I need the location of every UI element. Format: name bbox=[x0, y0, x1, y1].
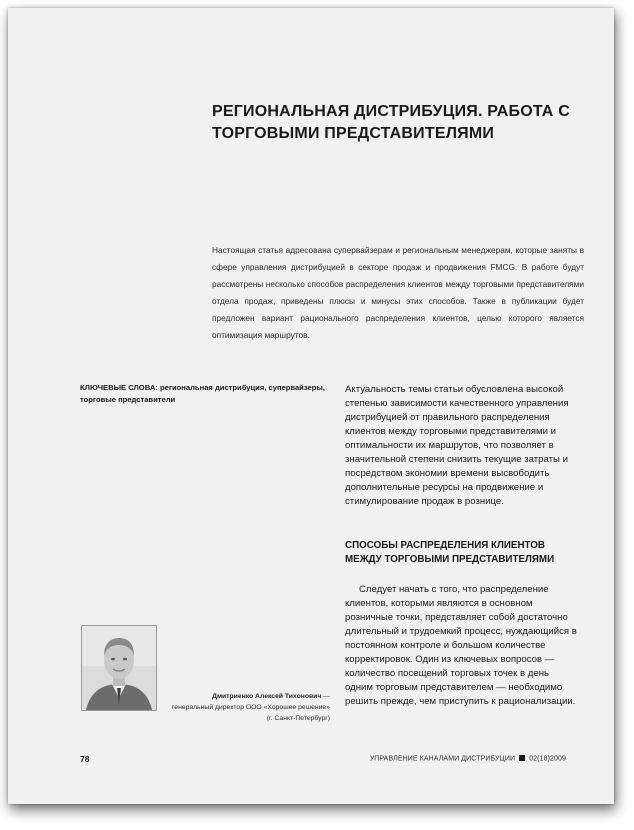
magazine-page bbox=[8, 8, 614, 804]
section-paragraph: Следует начать с того, что распределение клиентов, которыми являются в основном розничные точки, представляет собой достаточно длительный и трудоемкий процесс, нуждающийся в постоянном контроле и большом количестве корректировок. Один из ключевых вопросов — количество посещений торговых точек в день одним торговым представителем — необходимо решить прежде, чем приступить к рационализации. bbox=[345, 584, 577, 707]
intro-paragraph: Актуальность темы статьи обусловлена высокой степенью зависимости качественного управления дистрибуцией от правильного распределения клиентов между торговыми представителями и оптимальности их маршрутов, что позволяет в значительной степени снизить текущие затраты и посредством экономии времени высвободить дополнительные ресурсы на продвижение и стимулирование продаж в рознице. bbox=[345, 384, 569, 507]
page-number: 78 bbox=[80, 754, 90, 764]
author-portrait-icon bbox=[82, 626, 156, 710]
article-lead: Настоящая статья адресована супервайзерам и региональным менеджерам, которые заняты в сфере управления дистрибуцией в секторе продаж и продвижения FMCG. В работе будут рассмотрены несколько способов распределения клиентов между торговыми представителями отдела продаж, приведены плюсы и минусы этих способов. Также в публикации будет предложен вариант рационального распределения клиентов, целью которого является оптимизация маршрутов. bbox=[212, 245, 584, 340]
journal-name: УПРАВЛЕНИЕ КАНАЛАМИ ДИСТРИБУЦИИ bbox=[369, 755, 516, 763]
author-photo bbox=[81, 625, 157, 711]
journal-footer bbox=[370, 755, 566, 763]
section-heading: СПОСОБЫ РАСПРЕДЕЛЕНИЯ КЛИЕНТОВ МЕЖДУ ТОРГОВЫМИ ПРЕДСТАВИТЕЛЯМИ bbox=[345, 540, 555, 565]
keywords-label: КЛЮЧЕВЫЕ СЛОВА: bbox=[80, 383, 158, 392]
square-separator-icon bbox=[519, 755, 525, 761]
keywords-block bbox=[80, 382, 328, 406]
author-description: — генеральный директор ООО «Хорошее решение» (г. Санкт-Петербург) bbox=[171, 693, 330, 722]
journal-issue: 02(18)2009 bbox=[529, 755, 566, 763]
article-title: РЕГИОНАЛЬНАЯ ДИСТРИБУЦИЯ. РАБОТА С ТОРГОВЫМИ ПРЕДСТАВИТЕЛЯМИ bbox=[212, 103, 570, 142]
author-caption bbox=[170, 691, 330, 724]
right-column bbox=[345, 383, 577, 709]
author-name: Дмитриенко Алексей Тихонович bbox=[212, 693, 322, 700]
keywords-text: региональная дистрибуция, супервайзеры, торговые представители bbox=[80, 383, 325, 404]
